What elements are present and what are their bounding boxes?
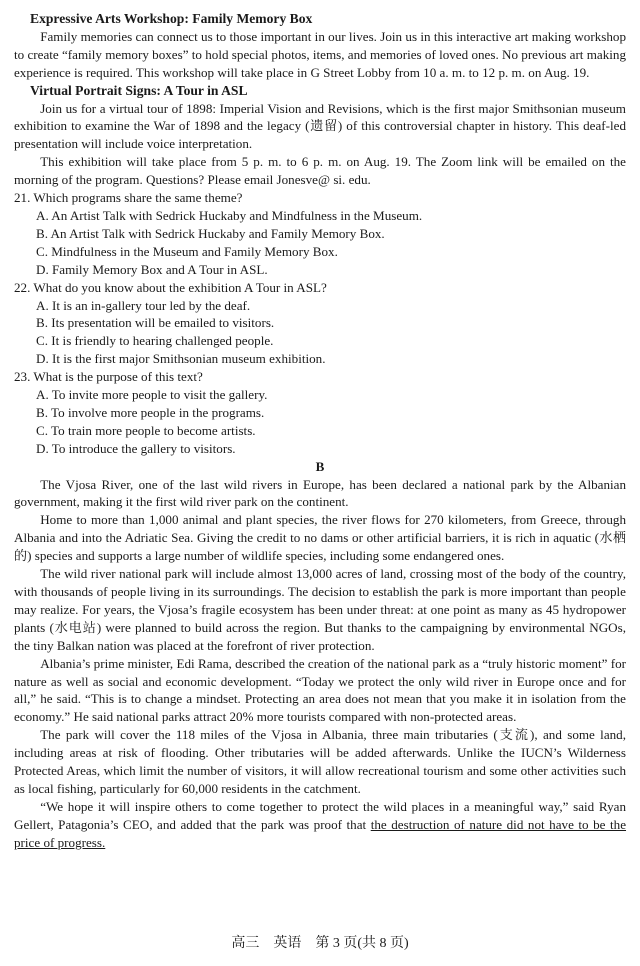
option-d: D. It is the first major Smithsonian museum exhibition. bbox=[36, 351, 326, 367]
option-d: D. Family Memory Box and A Tour in ASL. bbox=[36, 261, 268, 277]
underlined-phrase: the destruction of nature did not have to be the price of progress. bbox=[14, 816, 627, 850]
portrait-paragraph-1: Join us for a virtual tour of 1898: Imperial Vision and Revisions, which is the first major Smithsonian museum exhibition to examine the War of 1898 and the legacy (遗留) of this controversial chapter in history. This deaf-led presentation will include voice interpretation. bbox=[14, 100, 626, 152]
passage-b-last-paragraph bbox=[14, 798, 626, 852]
option-b: B. An Artist Talk with Sedrick Huckaby and Family Memory Box. bbox=[36, 225, 385, 241]
option-d: D. To introduce the gallery to visitors. bbox=[36, 440, 236, 456]
passage-b-paragraph: The wild river national park will include almost 13,000 acres of land, crossing most of the body of the country, with thousands of people living in its surroundings. The decision to establish the park is more important than people may realize. For years, the Vjosa’s fragile ecosystem has been under threat: at one point as many as 45 hydropower plants (水电站) were planned to build across the region. But thanks to the campaigning by environmental NGOs, the tiny Balkan nation was placed at the forefront of river protection. bbox=[14, 566, 626, 653]
option-a: A. An Artist Talk with Sedrick Huckaby and Mindfulness in the Museum. bbox=[36, 207, 423, 223]
passage-b-paragraph: Albania’s prime minister, Edi Rama, described the creation of the national park as a “truly historic moment” for nature as well as social and economic development. “Today we protect the only wild river in Europe once and for all,” he said. “This is to change a mindset. Protecting an area does not mean that you make it in isolation from the economy.” He said national parks attract 20% more tourists compared with non-protected areas. bbox=[14, 655, 626, 725]
question-22 bbox=[14, 279, 626, 369]
passage-b-paragraph: Home to more than 1,000 animal and plant species, the river flows for 270 kilometers, from Greece, through Albania and into the Adriatic Sea. Giving the credit to no dams or other artificial barriers, it is rich in aquatic (水栖的) species and supports a large number of wildlife species, including some endangered ones. bbox=[14, 512, 626, 564]
option-c: C. To train more people to become artists. bbox=[36, 422, 256, 438]
option-c: C. Mindfulness in the Museum and Family Memory Box. bbox=[36, 243, 338, 259]
workshop-title: Expressive Arts Workshop: Family Memory Box bbox=[30, 11, 313, 26]
workshop-body: Family memories can connect us to those important in our lives. Join us in this interactive art making workshop to create “family memory boxes” to hold special photos, items, and memories of loved ones. No previous art making experience is required. This workshop will take place in G Street Lobby from 10 a. m. to 12 p. m. on Aug. 19. bbox=[14, 28, 626, 80]
passage-b-paragraph: The park will cover the 118 miles of the Vjosa in Albania, three main tributaries (支流), and some land, including areas at risk of flooding. Other tributaries will be added afterwards. Unlike the IUCN’s Wilderness Protected Areas, which limit the number of visitors, it will allow recreational tourism and some other activities such as local fishing, particularly for 60,000 residents in the catchment. bbox=[14, 727, 626, 796]
option-b: B. To involve more people in the programs. bbox=[36, 404, 265, 420]
option-a: A. It is an in-gallery tour led by the deaf. bbox=[36, 297, 251, 313]
question-stem: 21. Which programs share the same theme? bbox=[14, 190, 243, 206]
portrait-title: Virtual Portrait Signs: A Tour in ASL bbox=[30, 82, 248, 98]
option-b: B. Its presentation will be emailed to visitors. bbox=[36, 315, 275, 331]
section-b-label: B bbox=[315, 458, 325, 474]
question-23 bbox=[14, 368, 626, 458]
question-stem: 23. What is the purpose of this text? bbox=[14, 369, 203, 385]
passage-b-paragraph: The Vjosa River, one of the last wild rivers in Europe, has been declared a national park by the Albanian government, making it the first wild river park on the continent. bbox=[14, 476, 626, 510]
page-footer: 高三 英语 第 3 页(共 8 页) bbox=[231, 936, 409, 951]
option-c: C. It is friendly to hearing challenged people. bbox=[36, 333, 274, 349]
portrait-paragraph-2: This exhibition will take place from 5 p. m. to 6 p. m. on Aug. 19. The Zoom link will be emailed on the morning of the program. Questions? Please email Jonesve@ si. edu. bbox=[14, 154, 626, 188]
last-paragraph-lead: “We hope it will inspire others to come together to protect the wild places in a meaningful way,” said Ryan Gellert, Patagonia’s CEO, and added that the park was proof that bbox=[14, 798, 626, 832]
option-a: A. To invite more people to visit the gallery. bbox=[36, 387, 268, 403]
question-21 bbox=[14, 189, 626, 279]
page-content bbox=[14, 10, 626, 852]
question-stem: 22. What do you know about the exhibition A Tour in ASL? bbox=[14, 279, 327, 295]
